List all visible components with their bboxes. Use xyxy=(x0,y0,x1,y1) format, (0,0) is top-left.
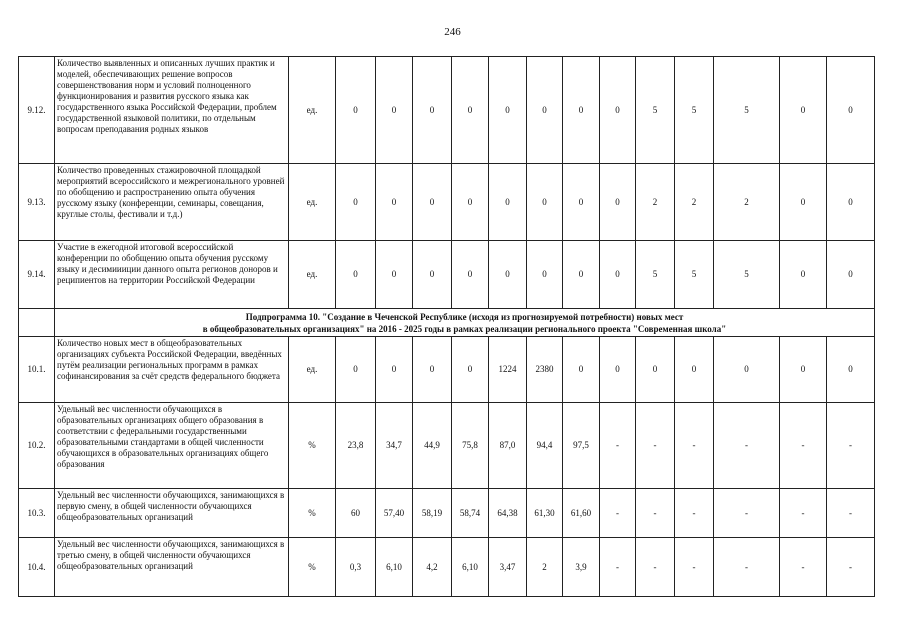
value-cell: 3,9 xyxy=(562,537,600,597)
indicator-name: Удельный вес численности обучающихся, занимающихся в третью смену, в общей численности обучающихся общеобразовательных организаций xyxy=(54,537,289,597)
value-cell: 2 xyxy=(674,163,714,241)
unit-cell: ед. xyxy=(288,336,336,403)
value-cell: 0 xyxy=(488,56,527,164)
value-cell: 0 xyxy=(488,240,527,309)
value-cell: 0 xyxy=(562,240,600,309)
unit-cell: % xyxy=(288,537,336,597)
value-cell: 87,0 xyxy=(488,402,527,489)
value-cell: 0 xyxy=(451,56,489,164)
indicator-name: Удельный вес численности обучающихся в образовательных организациях общего образования в соответствии с федеральными государственными образовательными стандартами в общей численности обучающихся в образовательных организациях общего образования xyxy=(54,402,289,489)
row-number: 10.3. xyxy=(18,488,55,538)
value-cell: 0 xyxy=(562,163,600,241)
value-cell: 0 xyxy=(826,336,875,403)
value-cell: - xyxy=(674,488,714,538)
value-cell: 0 xyxy=(451,163,489,241)
value-cell: 1224 xyxy=(488,336,527,403)
value-cell: 0 xyxy=(335,336,376,403)
value-cell: 97,5 xyxy=(562,402,600,489)
value-cell: 0 xyxy=(779,163,827,241)
value-cell: 34,7 xyxy=(375,402,413,489)
row-number: 10.2. xyxy=(18,402,55,489)
value-cell: 0 xyxy=(375,56,413,164)
value-cell: 23,8 xyxy=(335,402,376,489)
value-cell: 0 xyxy=(335,163,376,241)
indicators-table xyxy=(19,57,875,597)
value-cell: - xyxy=(599,488,636,538)
value-cell: 6,10 xyxy=(451,537,489,597)
value-cell: 0 xyxy=(412,163,452,241)
value-cell: 0 xyxy=(451,240,489,309)
unit-cell: ед. xyxy=(288,163,336,241)
unit-cell: % xyxy=(288,402,336,489)
value-cell: 4,2 xyxy=(412,537,452,597)
subprogram-number-cell xyxy=(18,308,55,337)
value-cell: 0 xyxy=(826,240,875,309)
value-cell: 0 xyxy=(375,336,413,403)
unit-cell: ед. xyxy=(288,240,336,309)
page-number: 246 xyxy=(444,26,461,38)
value-cell: 0 xyxy=(412,336,452,403)
value-cell: 58,19 xyxy=(412,488,452,538)
value-cell: - xyxy=(635,488,675,538)
value-cell: 2380 xyxy=(526,336,563,403)
value-cell: - xyxy=(599,402,636,489)
value-cell: 5 xyxy=(713,240,780,309)
value-cell: 0 xyxy=(826,163,875,241)
value-cell: 2 xyxy=(526,537,563,597)
value-cell: 0 xyxy=(713,336,780,403)
value-cell: 0 xyxy=(599,163,636,241)
value-cell: 0 xyxy=(779,240,827,309)
value-cell: 0 xyxy=(488,163,527,241)
value-cell: 2 xyxy=(635,163,675,241)
value-cell: - xyxy=(826,488,875,538)
value-cell: 60 xyxy=(335,488,376,538)
value-cell: 0 xyxy=(562,56,600,164)
value-cell: 58,74 xyxy=(451,488,489,538)
value-cell: 61,60 xyxy=(562,488,600,538)
value-cell: - xyxy=(674,537,714,597)
value-cell: - xyxy=(635,537,675,597)
value-cell: 5 xyxy=(713,56,780,164)
value-cell: 5 xyxy=(674,240,714,309)
value-cell: - xyxy=(599,537,636,597)
row-number: 10.1. xyxy=(18,336,55,403)
subprogram-title-line2: в общеобразовательных организациях" на 2016 - 2025 годы в рамках реализации регионального проекта "Современная школа" xyxy=(202,323,727,334)
value-cell: 5 xyxy=(635,56,675,164)
value-cell: - xyxy=(779,402,827,489)
subprogram-header xyxy=(54,308,875,337)
value-cell: 0 xyxy=(526,240,563,309)
row-number: 9.13. xyxy=(18,163,55,241)
value-cell: 64,38 xyxy=(488,488,527,538)
value-cell: 44,9 xyxy=(412,402,452,489)
value-cell: - xyxy=(713,402,780,489)
indicator-name: Удельный вес численности обучающихся, занимающихся в первую смену, в общей численности обучающихся общеобразовательных организаций xyxy=(54,488,289,538)
value-cell: 57,40 xyxy=(375,488,413,538)
value-cell: 0 xyxy=(674,336,714,403)
value-cell: 0 xyxy=(599,56,636,164)
value-cell: 3,47 xyxy=(488,537,527,597)
value-cell: - xyxy=(826,402,875,489)
value-cell: - xyxy=(635,402,675,489)
indicator-name: Количество проведенных стажировочной площадкой мероприятий всероссийского и межрегионального уровней по обобщению и распространению опыта обучения русскому языку (конференции, семинары, совещания, круглые столы, фестивали и т.д.) xyxy=(54,163,289,241)
value-cell: - xyxy=(674,402,714,489)
value-cell: 0 xyxy=(335,240,376,309)
value-cell: 0 xyxy=(412,56,452,164)
value-cell: 61,30 xyxy=(526,488,563,538)
value-cell: 0 xyxy=(779,56,827,164)
value-cell: - xyxy=(713,537,780,597)
value-cell: 6,10 xyxy=(375,537,413,597)
value-cell: 0 xyxy=(526,163,563,241)
value-cell: 0 xyxy=(599,336,636,403)
value-cell: 0 xyxy=(599,240,636,309)
unit-cell: % xyxy=(288,488,336,538)
value-cell: 0 xyxy=(562,336,600,403)
value-cell: 2 xyxy=(713,163,780,241)
indicator-name: Количество выявленных и описанных лучших практик и моделей, обеспечивающих решение вопросов совершенствования норм и условий полноценного функционирования и развития русского языка как государственного языка Российской Федерации, проблем государственной языковой политики, по отдельным вопросам преподавания родных языков xyxy=(54,56,289,164)
indicator-name: Участие в ежегодной итоговой всероссийской конференции по обобщению опыта обучения русскому языку и десимиииции данного опыта регионов доноров и реципиентов на территории Российской Федерации xyxy=(54,240,289,309)
value-cell: 94,4 xyxy=(526,402,563,489)
value-cell: 0 xyxy=(375,163,413,241)
value-cell: 0 xyxy=(451,336,489,403)
value-cell: 0 xyxy=(375,240,413,309)
row-number: 10.4. xyxy=(18,537,55,597)
value-cell: - xyxy=(826,537,875,597)
value-cell: 0 xyxy=(335,56,376,164)
value-cell: - xyxy=(779,537,827,597)
value-cell: 0 xyxy=(526,56,563,164)
value-cell: - xyxy=(713,488,780,538)
row-number: 9.12. xyxy=(18,56,55,164)
subprogram-title-line1: Подпрограмма 10. "Создание в Чеченской Республике (исходя из прогнозируемой потребности) новых мест xyxy=(245,311,684,322)
value-cell: 0 xyxy=(826,56,875,164)
indicator-name: Количество новых мест в общеобразовательных организациях субъекта Российской Федерации, введённых путём реализации региональных программ в рамках софинансирования за счёт средств федерального бюджета xyxy=(54,336,289,403)
value-cell: 0 xyxy=(635,336,675,403)
value-cell: 0 xyxy=(779,336,827,403)
unit-cell: ед. xyxy=(288,56,336,164)
value-cell: 0,3 xyxy=(335,537,376,597)
value-cell: 5 xyxy=(674,56,714,164)
value-cell: 0 xyxy=(412,240,452,309)
value-cell: 5 xyxy=(635,240,675,309)
value-cell: - xyxy=(779,488,827,538)
value-cell: 75,8 xyxy=(451,402,489,489)
row-number: 9.14. xyxy=(18,240,55,309)
